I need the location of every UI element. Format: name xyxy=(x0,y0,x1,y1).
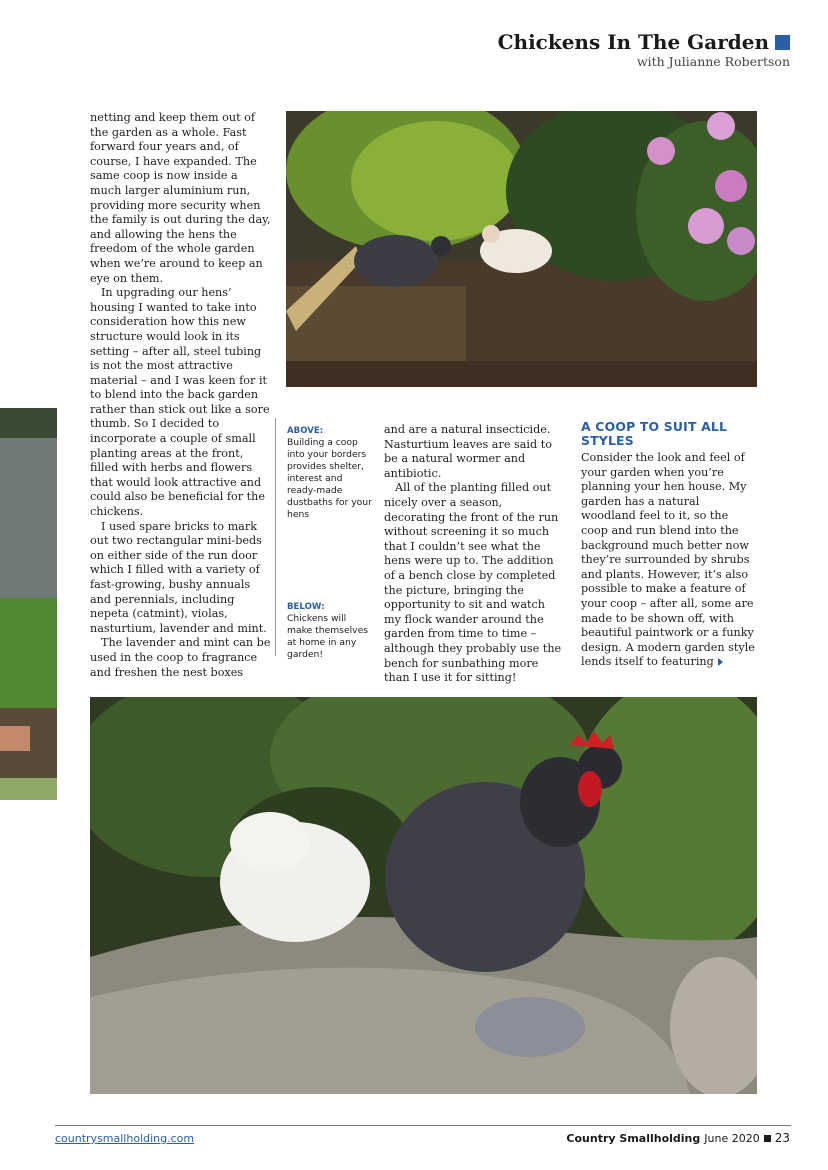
paragraph: Consider the look and feel of your garden when you’re planning your hen house. My garden has a natural woodland feel to it, so the coop and run blend into the background much better now they’re surrounded by shrubs and plants. However, it’s also possible to make a feature of your coop – after all, some are made to be shown off, with beautiful paintwork or a funky design. A modern garden style lends itself to featuring xyxy=(581,451,755,669)
paragraph: The lavender and mint can be used in the coop to fragrance and freshen the nest boxes xyxy=(90,636,271,679)
section-subheading: A COOP TO SUIT ALL STYLES xyxy=(581,419,728,448)
running-header xyxy=(498,30,790,54)
continue-arrow-icon xyxy=(718,658,723,666)
article-column-4 xyxy=(581,451,757,670)
header-square-icon xyxy=(775,35,790,50)
photo-captions xyxy=(275,418,373,660)
issue-date: June 2020 xyxy=(704,1131,760,1145)
byline: with Julianne Robertson xyxy=(636,54,790,69)
caption-below-text: Chickens will make themselves at home in any garden! xyxy=(287,613,369,660)
article-column-1 xyxy=(90,111,272,680)
footer-rule xyxy=(55,1125,791,1126)
photo-silkie-and-rooster xyxy=(90,697,757,1094)
caption-above-text: Building a coop into your borders provides shelter, interest and ready-made dustbaths for your hens xyxy=(287,437,372,520)
website-link[interactable]: countrysmallholding.com xyxy=(55,1132,195,1145)
caption-below xyxy=(287,594,371,661)
caption-below-label: BELOW: xyxy=(287,602,325,612)
footer-folio xyxy=(566,1131,790,1145)
paragraph: I used spare bricks to mark out two rectangular mini-beds on either side of the run door which I filled with a variety of fast-growing, bushy annuals and perennials, including nepeta (catmint), violas, nasturtium, lavender and mint. xyxy=(90,519,267,635)
footer-square-icon xyxy=(764,1135,771,1142)
paragraph: and are a natural insecticide. Nasturtium leaves are said to be a natural wormer and antibiotic. xyxy=(384,423,552,480)
section-title: Chickens In The Garden xyxy=(497,30,769,54)
photo-chickens-in-border xyxy=(286,111,757,387)
paragraph: In upgrading our hens’ housing I wanted to take into consideration how this new structure would look in its setting – after all, steel tubing is not the most attractive material – and I was keen for it to blend into the back garden rather than stick out like a sore thumb. So I decided to incorporate a couple of small planting areas at the front, filled with herbs and flowers that would look attractive and could also be beneficial for the chickens. xyxy=(90,286,270,519)
paragraph: All of the planting filled out nicely over a season, decorating the front of the run without screening it so much that I couldn’t see what the hens were up to. The addition of a bench close by completed the picture, bringing the opportunity to sit and watch my flock wander around the garden from time to time – although they probably use the bench for sunbathing more than I use it for sitting! xyxy=(384,481,562,685)
paragraph: netting and keep them out of the garden as a whole. Fast forward four years and, of course, I have expanded. The same coop is now inside a much larger aluminium run, providing more security when the family is out during the day, and allowing the hens the freedom of the whole garden when we’re around to keep an eye on them. xyxy=(90,111,271,285)
photo-coop-side xyxy=(0,408,57,800)
article-column-3 xyxy=(384,423,564,686)
caption-above-label: ABOVE: xyxy=(287,426,324,436)
magazine-name: Country Smallholding xyxy=(566,1131,701,1145)
page-number: 23 xyxy=(774,1131,790,1145)
